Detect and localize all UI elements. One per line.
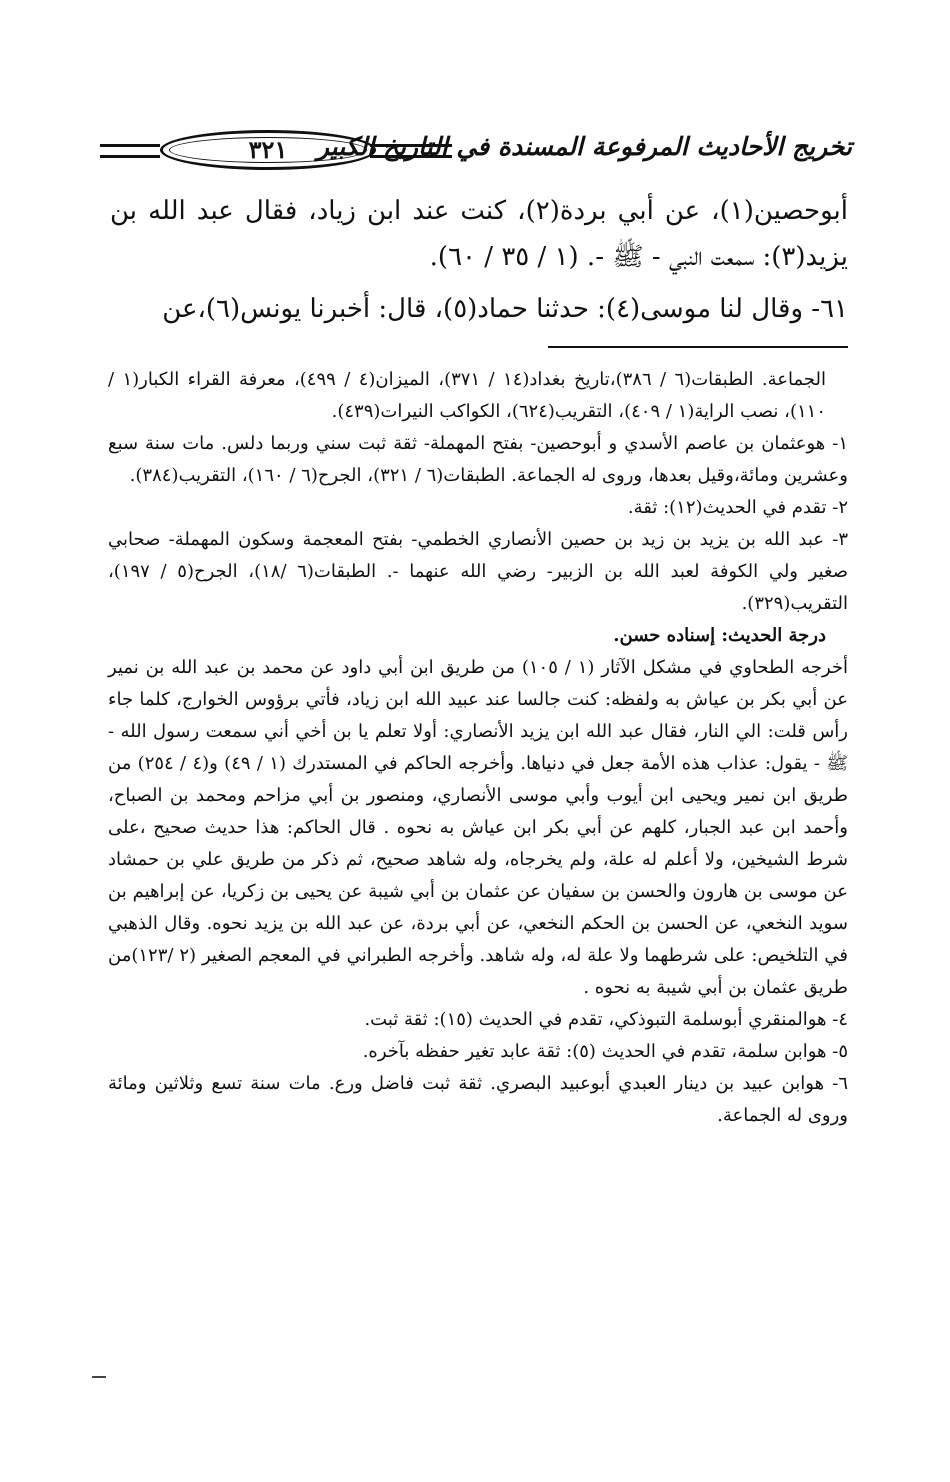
footnote-1: ١- هوعثمان بن عاصم الأسدي و أبوحصين- بفتح المهملة- ثقة ثبت سني وربما دلس. مات سنة سبع وعشرين ومائة،وقيل بعدها، وروى له الجماعة. الطبقات(٦ / ٣٢١)، الجرح(٦ / ١٦٠)، التقريب(٣٨٤). [108, 433, 848, 486]
footnote-2: ٢- تقدم في الحديث(١٢): ثقة. [627, 497, 848, 518]
main-paragraph: أبوحصين(١)، عن أبي بردة(٢)، كنت عند ابن زياد، فقال عبد الله بن يزيد(٣): سمعت النبي - ﷺ -. (١ / ٣٥ / ٦٠). [110, 196, 848, 272]
footnote-5: ٥- هوابن سلمة، تقدم في الحديث (٥): ثقة عابد تغير حفظه بآخره. [362, 1041, 848, 1062]
header-rule-left [100, 144, 160, 158]
footnote-4: ٤- هوالمنقري أبوسلمة التبوذكي، تقدم في الحديث (١٥): ثقة ثبت. [364, 1009, 848, 1030]
main-text [110, 188, 848, 332]
footnote-6: ٦- هوابن عبيد بن دينار العبدي أبوعبيد البصري. ثقة ثبت فاضل ورع. مات سنة تسع وثلاثين ومائة وروى له الجماعة. [108, 1073, 848, 1126]
footnote-separator [548, 346, 848, 348]
running-header [100, 128, 852, 174]
footnote-3: ٣- عبد الله بن يزيد بن زيد بن حصين الأنصاري الخطمي- بفتح المعجمة وسكون المهملة- صحابي صغير ولي الكوفة لعبد الله بن الزبير- رضي الله عنهما -. الطبقات(٦ /١٨)، الجرح(٥ / ١٩٧)، التقريب(٣٢٩). [108, 529, 849, 614]
footnotes [108, 364, 848, 1132]
takhrij-paragraph: أخرجه الطحاوي في مشكل الآثار (١ / ١٠٥) من طريق ابن أبي داود عن محمد بن عبد الله بن نمير عن أبي بكر بن عياش به ولفظه: كنت جالسا عند عبيد الله ابن زياد، فأتي برؤوس الخوارج، كلما جاء رأس قلت: الي النار، فقال عبد الله ابن يزيد الأنصاري: أولا تعلم يا بن أخي أني سمعت رسول الله - ﷺ - يقول: عذاب هذه الأمة جعل في دنياها. وأخرجه الحاكم في المستدرك (١ / ٤٩) و(٤ / ٢٥٤) من طريق ابن نمير ويحيى ابن أيوب وأبي موسى الأنصاري، ومنصور بن أبي مزاحم ومحمد بن الصباح، وأحمد ابن عبد الجبار، كلهم عن أبي بكر ابن عياش به نحوه . قال الحاكم: هذا حديث صحيح ،على شرط الشيخين، ولا أعلم له علة، ولم يخرجاه، وله شاهد صحيح، ثم ذكر من طريق علي بن حمشاد عن موسى بن هارون والحسن بن سفيان عن عثمان بن أبي شيبة عن يحيى بن زكريا، عن إبراهيم بن سويد النخعي، عن الحسن بن الحكم النخعي، عن أبي بردة، عن عبد الله بن يزيد نحوه. وقال الذهبي في التلخيص: على شرطهما ولا علة له، وله شاهد. وأخرجه الطبراني في المعجم الصغير (٢ /١٢٣)من طريق عثمان بن أبي شيبة به نحوه . [108, 657, 849, 998]
footnote-continuation: الجماعة. الطبقات(٦ / ٣٨٦)،تاريخ بغداد(١٤ / ٣٧١)، الميزان(٤ / ٤٩٩)، معرفة القراء الكبار(١ / ١١٠)، نصب الراية(١ / ٤٠٩)، التقريب(٦٢٤)، الكواكب النيرات(٤٣٩). [108, 369, 826, 422]
header-title: تخريج الأحاديث المرفوعة المسندة في التاريخ الكبير [316, 132, 852, 161]
hadith-grade: درجة الحديث: إسناده حسن. [613, 625, 826, 646]
scan-mark [92, 1376, 106, 1378]
hadith-61-paragraph: ٦١- وقال لنا موسى(٤): حدثنا حماد(٥)، قال: أخبرنا يونس(٦)،عن [162, 294, 848, 324]
page-number: ٣٢١ [160, 130, 376, 170]
